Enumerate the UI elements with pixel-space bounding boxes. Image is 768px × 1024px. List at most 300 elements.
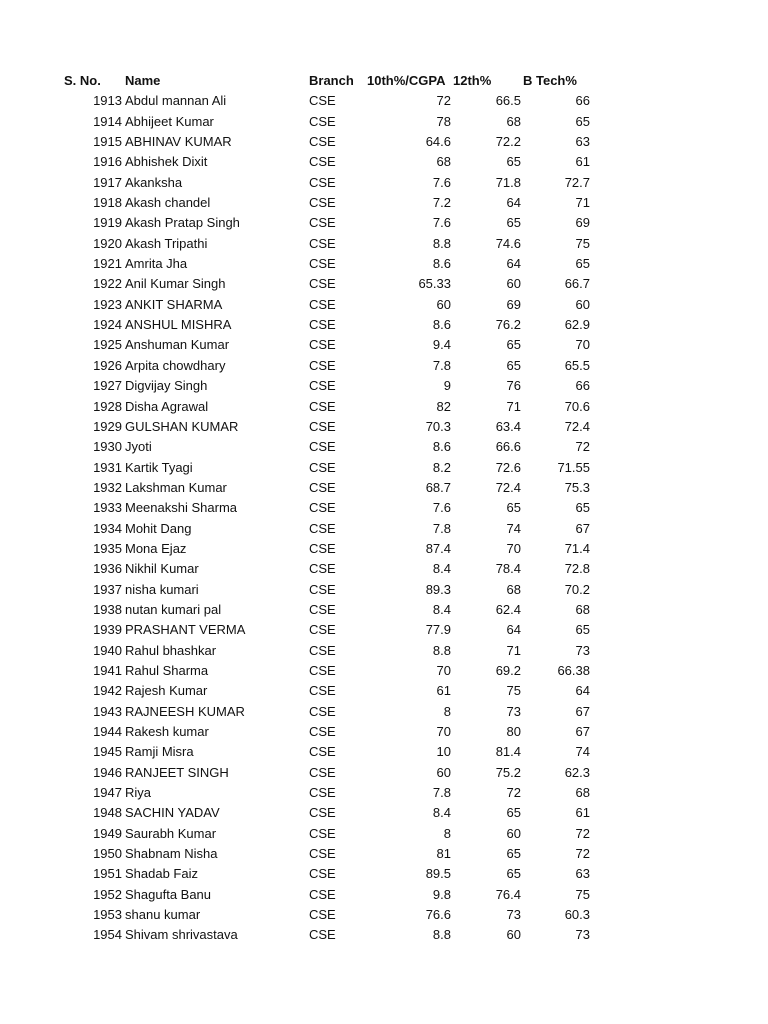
cell-branch: CSE [309,744,336,760]
table-row [0,641,768,661]
cell-tenth: 89.3 [425,581,451,597]
cell-name: Mona Ejaz [125,540,187,556]
cell-tenth: 65.33 [418,276,451,292]
cell-twelfth: 72.4 [495,479,521,495]
cell-twelfth: 75 [506,683,521,699]
cell-tenth: 9.4 [432,337,451,353]
cell-branch: CSE [309,662,336,678]
cell-btech: 72 [575,825,590,841]
cell-branch: CSE [309,642,336,658]
cell-tenth: 8.4 [432,805,451,821]
cell-sno: 1951 [93,866,122,882]
cell-name: Saurabh Kumar [125,825,217,841]
cell-name: nutan kumari pal [125,601,222,617]
cell-branch: CSE [309,581,336,597]
cell-tenth: 60 [436,296,451,312]
cell-branch: CSE [309,703,336,719]
cell-btech: 72.4 [564,418,590,434]
cell-name: Rahul Sharma [125,662,209,678]
cell-btech: 70.2 [564,581,590,597]
cell-twelfth: 64 [506,622,521,638]
cell-twelfth: 65 [506,866,521,882]
cell-tenth: 70.3 [425,418,451,434]
cell-tenth: 9.8 [432,886,451,902]
cell-twelfth: 75.2 [495,764,521,780]
cell-sno: 1945 [93,744,122,760]
cell-branch: CSE [309,764,336,780]
cell-btech: 65.5 [564,357,590,373]
cell-sno: 1925 [93,337,122,353]
table-row [0,763,768,783]
cell-name: Digvijay Singh [125,378,208,394]
cell-twelfth: 60 [506,825,521,841]
cell-sno: 1946 [93,764,122,780]
table-row [0,519,768,539]
cell-twelfth: 65 [506,154,521,170]
cell-sno: 1929 [93,418,122,434]
cell-btech: 65 [575,113,590,129]
cell-sno: 1935 [93,540,122,556]
header-branch: Branch [309,73,354,88]
cell-branch: CSE [309,886,336,902]
cell-tenth: 7.6 [432,174,451,190]
cell-twelfth: 65 [506,805,521,821]
cell-btech: 67 [575,724,590,739]
cell-name: Akash Tripathi [125,235,208,251]
cell-sno: 1933 [93,500,122,516]
cell-tenth: 7.6 [432,500,451,516]
cell-sno: 1952 [93,886,122,902]
cell-branch: CSE [309,825,336,841]
cell-tenth: 68.7 [425,479,451,495]
cell-name: RAJNEESH KUMAR [125,703,245,719]
cell-tenth: 81 [436,846,451,862]
cell-name: Abhijeet Kumar [125,113,214,129]
cell-sno: 1940 [93,642,122,658]
table-row [0,539,768,559]
cell-btech: 71.4 [564,540,590,556]
cell-sno: 1943 [93,703,122,719]
cell-btech: 73 [575,927,590,943]
table-row [0,173,768,193]
header-sno: S. No. [64,73,101,88]
table-row [0,112,768,132]
cell-branch: CSE [309,93,336,109]
cell-btech: 68 [575,785,590,801]
cell-twelfth: 65 [506,846,521,862]
table-row [0,397,768,417]
cell-tenth: 10 [436,744,451,760]
cell-sno: 1936 [93,561,122,577]
cell-branch: CSE [309,154,336,170]
cell-btech: 68 [575,601,590,617]
table-row [0,234,768,254]
cell-tenth: 60 [436,764,451,780]
cell-name: GULSHAN KUMAR [125,418,239,434]
cell-sno: 1924 [93,317,122,333]
cell-twelfth: 60 [506,276,521,292]
cell-btech: 72.8 [564,561,590,577]
cell-branch: CSE [309,296,336,312]
table-row [0,458,768,478]
cell-btech: 66.7 [564,276,590,292]
table-row [0,315,768,335]
cell-tenth: 89.5 [425,866,451,882]
table-row [0,437,768,457]
cell-sno: 1954 [93,927,122,943]
cell-tenth: 82 [436,398,451,414]
cell-btech: 72 [575,439,590,455]
cell-name: Rahul bhashkar [125,642,217,658]
cell-sno: 1938 [93,601,122,617]
cell-sno: 1932 [93,479,122,495]
cell-branch: CSE [309,540,336,556]
table-row [0,885,768,905]
cell-twelfth: 65 [506,215,521,231]
cell-btech: 75 [575,235,590,251]
cell-btech: 63 [575,134,590,150]
cell-twelfth: 65 [506,357,521,373]
cell-name: Ramji Misra [125,744,194,760]
cell-sno: 1939 [93,622,122,638]
cell-twelfth: 71 [506,398,521,414]
cell-tenth: 87.4 [425,540,451,556]
cell-tenth: 7.8 [432,520,451,536]
cell-name: nisha kumari [125,581,199,597]
cell-branch: CSE [309,846,336,862]
cell-tenth: 76.6 [425,907,451,923]
cell-name: Akanksha [125,174,183,190]
cell-sno: 1920 [93,235,122,251]
cell-sno: 1934 [93,520,122,536]
cell-branch: CSE [309,500,336,516]
cell-btech: 65 [575,500,590,516]
cell-name: Meenakshi Sharma [125,500,237,516]
cell-sno: 1949 [93,825,122,841]
cell-sno: 1947 [93,785,122,801]
cell-tenth: 70 [436,662,451,678]
cell-btech: 75.3 [564,479,590,495]
cell-branch: CSE [309,276,336,292]
cell-twelfth: 66.6 [495,439,521,455]
cell-twelfth: 64 [506,195,521,211]
cell-sno: 1921 [93,256,122,272]
cell-tenth: 8.8 [432,927,451,943]
cell-btech: 65 [575,622,590,638]
header-btech: B Tech% [523,73,577,88]
cell-twelfth: 64 [506,256,521,272]
cell-twelfth: 69.2 [495,662,521,678]
cell-tenth: 8 [443,825,451,841]
cell-btech: 71.55 [557,459,590,475]
table-row [0,335,768,355]
cell-tenth: 7.8 [432,357,451,373]
cell-twelfth: 70 [506,540,521,556]
table-row [0,824,768,844]
cell-name: Shabnam Nisha [125,846,218,862]
cell-sno: 1941 [93,662,122,678]
table-row [0,925,768,945]
table-row [0,152,768,172]
cell-branch: CSE [309,256,336,272]
cell-btech: 70.6 [564,398,590,414]
cell-btech: 75 [575,886,590,902]
cell-twelfth: 72.6 [495,459,521,475]
cell-name: Riya [125,785,152,801]
cell-sno: 1926 [93,357,122,373]
cell-sno: 1917 [93,174,122,190]
table-row [0,742,768,762]
cell-btech: 60 [575,296,590,312]
table-row [0,254,768,274]
cell-branch: CSE [309,805,336,821]
cell-branch: CSE [309,357,336,373]
table-row [0,356,768,376]
cell-sno: 1944 [93,724,122,739]
cell-btech: 62.9 [564,317,590,333]
cell-tenth: 8.6 [432,439,451,455]
table-row [0,905,768,925]
cell-branch: CSE [309,195,336,211]
cell-twelfth: 76.2 [495,317,521,333]
cell-btech: 73 [575,642,590,658]
cell-sno: 1915 [93,134,122,150]
cell-twelfth: 71.8 [495,174,521,190]
cell-btech: 74 [575,744,590,760]
cell-btech: 65 [575,256,590,272]
cell-twelfth: 66.5 [495,93,521,109]
cell-branch: CSE [309,561,336,577]
cell-name: ANKIT SHARMA [125,296,223,312]
cell-btech: 61 [575,154,590,170]
cell-name: Shadab Faiz [125,866,198,882]
cell-twelfth: 62.4 [495,601,521,617]
cell-branch: CSE [309,927,336,943]
cell-btech: 61 [575,805,590,821]
cell-tenth: 8.8 [432,642,451,658]
cell-name: Shivam shrivastava [125,927,238,943]
cell-branch: CSE [309,459,336,475]
table-row [0,213,768,233]
table-row [0,376,768,396]
cell-branch: CSE [309,866,336,882]
cell-name: Arpita chowdhary [125,357,226,373]
cell-btech: 70 [575,337,590,353]
cell-twelfth: 80 [506,724,521,739]
cell-branch: CSE [309,418,336,434]
cell-twelfth: 65 [506,500,521,516]
cell-twelfth: 73 [506,907,521,923]
cell-tenth: 7.8 [432,785,451,801]
cell-tenth: 9 [443,378,451,394]
table-row [0,864,768,884]
cell-tenth: 78 [436,113,451,129]
cell-twelfth: 60 [506,927,521,943]
cell-name: Rajesh Kumar [125,683,208,699]
cell-name: Amrita Jha [125,256,188,272]
table-row [0,783,768,803]
table-row [0,417,768,437]
cell-sno: 1919 [93,215,122,231]
table-header-row [0,71,768,91]
table-row [0,702,768,722]
cell-name: Akash Pratap Singh [125,215,240,231]
table-row [0,681,768,701]
cell-branch: CSE [309,785,336,801]
table-row [0,620,768,640]
cell-twelfth: 73 [506,703,521,719]
cell-tenth: 8.2 [432,459,451,475]
cell-branch: CSE [309,317,336,333]
cell-twelfth: 68 [506,113,521,129]
cell-twelfth: 72 [506,785,521,801]
cell-btech: 72.7 [564,174,590,190]
cell-twelfth: 63.4 [495,418,521,434]
cell-sno: 1914 [93,113,122,129]
cell-btech: 62.3 [564,764,590,780]
cell-branch: CSE [309,601,336,617]
cell-branch: CSE [309,174,336,190]
header-twelfth: 12th% [453,73,492,88]
table-row [0,580,768,600]
cell-btech: 64 [575,683,590,699]
cell-twelfth: 76 [506,378,521,394]
table-row [0,91,768,111]
table-row [0,600,768,620]
cell-name: Rakesh kumar [125,724,209,739]
cell-branch: CSE [309,622,336,638]
cell-btech: 66.38 [557,662,590,678]
cell-twelfth: 68 [506,581,521,597]
cell-name: Anil Kumar Singh [125,276,226,292]
cell-sno: 1942 [93,683,122,699]
cell-sno: 1930 [93,439,122,455]
cell-twelfth: 76.4 [495,886,521,902]
cell-name: Abdul mannan Ali [125,93,227,109]
cell-btech: 66 [575,378,590,394]
cell-name: ABHINAV KUMAR [125,134,232,150]
table-row [0,803,768,823]
cell-name: Nikhil Kumar [125,561,199,577]
cell-sno: 1927 [93,378,122,394]
cell-sno: 1913 [93,93,122,109]
cell-btech: 67 [575,703,590,719]
cell-twelfth: 71 [506,642,521,658]
cell-tenth: 70 [436,724,451,739]
cell-branch: CSE [309,337,336,353]
cell-name: Disha Agrawal [125,398,209,414]
cell-name: Akash chandel [125,195,211,211]
cell-name: shanu kumar [125,907,201,923]
cell-tenth: 7.6 [432,215,451,231]
cell-twelfth: 72.2 [495,134,521,150]
cell-branch: CSE [309,215,336,231]
cell-sno: 1922 [93,276,122,292]
cell-twelfth: 65 [506,337,521,353]
student-marks-table [0,71,768,946]
cell-branch: CSE [309,134,336,150]
cell-name: Jyoti [125,439,152,455]
table-row [0,295,768,315]
table-row [0,722,768,742]
cell-name: Abhishek Dixit [125,154,208,170]
cell-twelfth: 81.4 [495,744,521,760]
table-row [0,559,768,579]
cell-name: RANJEET SINGH [125,764,229,780]
header-tenth: 10th%/CGPA [367,73,446,88]
table-row [0,844,768,864]
cell-tenth: 64.6 [425,134,451,150]
cell-tenth: 8.8 [432,235,451,251]
cell-sno: 1950 [93,846,122,862]
cell-btech: 67 [575,520,590,536]
cell-btech: 66 [575,93,590,109]
cell-tenth: 8 [443,703,451,719]
cell-branch: CSE [309,907,336,923]
cell-name: Lakshman Kumar [125,479,227,495]
cell-tenth: 72 [436,93,451,109]
cell-name: Shagufta Banu [125,886,212,902]
cell-branch: CSE [309,398,336,414]
table-row [0,661,768,681]
table-row [0,193,768,213]
cell-twelfth: 74.6 [495,235,521,251]
cell-tenth: 8.6 [432,317,451,333]
cell-sno: 1923 [93,296,122,312]
cell-sno: 1928 [93,398,122,414]
cell-sno: 1916 [93,154,122,170]
cell-branch: CSE [309,113,336,129]
cell-btech: 63 [575,866,590,882]
cell-name: SACHIN YADAV [125,805,220,821]
cell-sno: 1948 [93,805,122,821]
cell-branch: CSE [309,439,336,455]
table-row [0,132,768,152]
table-row [0,274,768,294]
cell-name: Anshuman Kumar [125,337,230,353]
header-name: Name [125,73,161,88]
cell-tenth: 8.4 [432,601,451,617]
cell-tenth: 8.6 [432,256,451,272]
cell-branch: CSE [309,479,336,495]
cell-sno: 1937 [93,581,122,597]
cell-branch: CSE [309,520,336,536]
cell-tenth: 7.2 [432,195,451,211]
cell-tenth: 8.4 [432,561,451,577]
table-row [0,478,768,498]
cell-name: Kartik Tyagi [125,459,193,475]
cell-btech: 72 [575,846,590,862]
cell-btech: 69 [575,215,590,231]
cell-branch: CSE [309,378,336,394]
cell-sno: 1953 [93,907,122,923]
cell-name: Mohit Dang [125,520,192,536]
cell-branch: CSE [309,683,336,699]
cell-name: PRASHANT VERMA [125,622,246,638]
cell-tenth: 61 [436,683,451,699]
cell-branch: CSE [309,235,336,251]
table-row [0,498,768,518]
cell-sno: 1931 [93,459,122,475]
cell-sno: 1918 [93,195,122,211]
cell-twelfth: 78.4 [495,561,521,577]
cell-btech: 71 [575,195,590,211]
cell-btech: 60.3 [564,907,590,923]
cell-twelfth: 69 [506,296,521,312]
table-body [0,91,768,945]
cell-tenth: 77.9 [425,622,451,638]
cell-tenth: 68 [436,154,451,170]
